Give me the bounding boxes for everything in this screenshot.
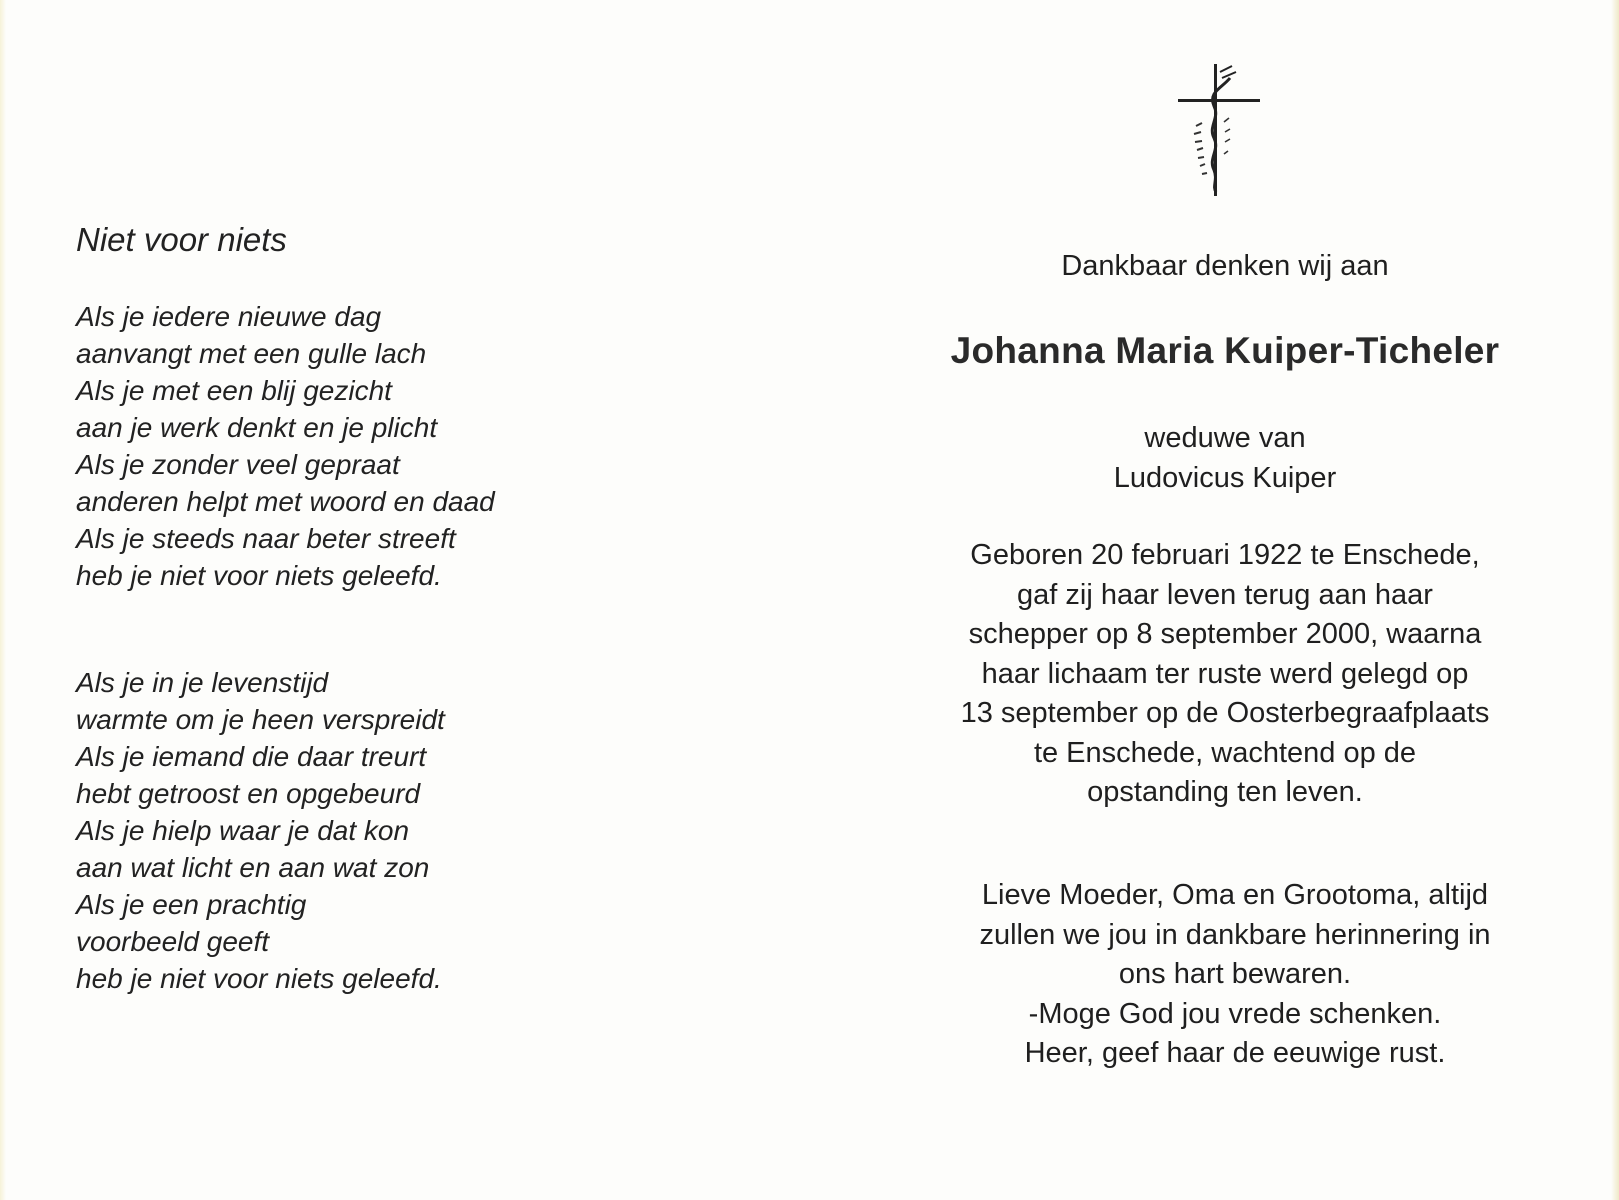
poem-line: Als je in je levenstijd	[76, 667, 329, 698]
farewell-line: Lieve Moeder, Oma en Grootoma, altijd	[981, 879, 1489, 911]
poem-stanza-1	[76, 298, 696, 594]
poem-line: voorbeeld geeft	[76, 926, 270, 957]
bio-line: te Enschede, wachtend op de	[1033, 736, 1417, 769]
bio-line: 13 september op de Oosterbegraafplaats	[960, 697, 1490, 729]
deceased-name: Johanna Maria Kuiper-Ticheler	[950, 330, 1500, 371]
poem-line: heb je niet voor niets geleefd.	[76, 963, 442, 994]
life-dates-text	[900, 536, 1550, 813]
poem-line: Als je zonder veel gepraat	[76, 449, 400, 480]
poem-line: warmte om je heen verspreidt	[76, 704, 445, 735]
bio-line: schepper op 8 september 2000, waarna	[968, 618, 1482, 650]
memorial-intro: Dankbaar denken wij aan	[1061, 250, 1389, 282]
bio-line: opstanding ten leven.	[1087, 776, 1363, 808]
farewell-line: -Moge God jou vrede schenken.	[1028, 997, 1442, 1030]
poem-line: aanvangt met een gulle lach	[76, 338, 427, 369]
scan-edge-right	[1611, 0, 1619, 1200]
farewell-line: Heer, geef haar de eeuwige rust.	[1024, 1037, 1446, 1069]
poem-line: aan wat licht en aan wat zon	[76, 852, 430, 883]
farewell-line: zullen we jou in dankbare herinnering in	[979, 918, 1491, 951]
widow-of	[900, 418, 1550, 498]
poem-line: Als je iedere nieuwe dag	[76, 301, 382, 332]
poem-line: Als je hielp waar je dat kon	[76, 815, 410, 846]
poem-line: Als je met een blij gezicht	[76, 375, 392, 406]
scan-edge-left	[0, 0, 6, 1200]
poem-title: Niet voor niets	[76, 221, 287, 258]
poem-line: Als je een prachtig	[76, 889, 307, 920]
bio-line: Geboren 20 februari 1922 te Enschede,	[970, 539, 1480, 571]
bio-line: gaf zij haar leven terug aan haar	[1017, 578, 1433, 611]
poem-line: aan je werk denkt en je plicht	[76, 412, 438, 443]
poem-stanza-2	[76, 664, 696, 997]
farewell-text	[910, 876, 1560, 1074]
poem-line: Als je steeds naar beter streeft	[76, 523, 456, 554]
cross-with-palm-branch-icon	[1170, 62, 1266, 202]
poem-line: anderen helpt met woord en daad	[76, 486, 495, 517]
spouse-name: Ludovicus Kuiper	[1113, 462, 1337, 494]
poem	[76, 220, 696, 997]
poem-line: Als je iemand die daar treurt	[76, 741, 427, 772]
widow-line: weduwe van	[1144, 422, 1306, 454]
poem-line: heb je niet voor niets geleefd.	[76, 560, 442, 591]
bio-line: haar lichaam ter ruste werd gelegd op	[981, 657, 1469, 690]
poem-line: hebt getroost en opgebeurd	[76, 778, 421, 809]
farewell-line: ons hart bewaren.	[1118, 958, 1352, 990]
